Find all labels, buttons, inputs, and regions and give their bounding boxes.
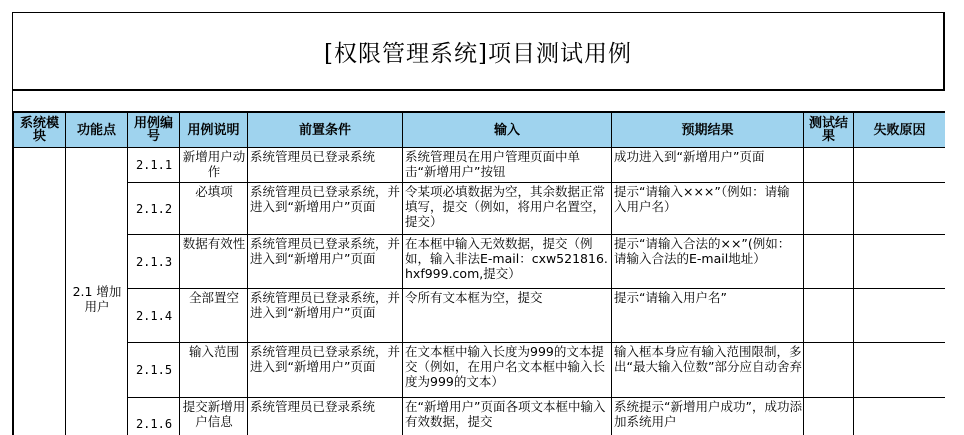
header-result[interactable]: 测试结果 xyxy=(804,113,854,148)
case-id-cell[interactable]: 2.1.4 xyxy=(128,289,180,343)
description-cell[interactable]: 全部置空 xyxy=(180,289,248,343)
header-precondition[interactable]: 前置条件 xyxy=(248,113,403,148)
failure-reason-cell[interactable] xyxy=(854,398,946,435)
header-module[interactable]: 系统模块 xyxy=(14,113,66,148)
table-row xyxy=(14,289,946,343)
feature-cell[interactable]: 2.1 增加用户 xyxy=(66,148,128,435)
input-cell[interactable]: 令某项必填数据为空，其余数据正常填写，提交（例如，将用户名置空，提交） xyxy=(403,183,612,235)
table-row xyxy=(14,235,946,289)
description-cell[interactable]: 数据有效性 xyxy=(180,235,248,289)
expected-cell[interactable]: 提示“请输入×××”（例如：请输入用户名） xyxy=(612,183,804,235)
expected-cell[interactable]: 提示“请输入用户名” xyxy=(612,289,804,343)
result-cell[interactable] xyxy=(804,289,854,343)
case-id-cell[interactable]: 2.1.3 xyxy=(128,235,180,289)
result-cell[interactable] xyxy=(804,235,854,289)
case-id-cell[interactable]: 2.1.6 xyxy=(128,398,180,435)
input-cell[interactable]: 系统管理员在用户管理页面中单击“新增用户”按钮 xyxy=(403,148,612,183)
expected-cell[interactable]: 提示“请输入合法的××”(例如：请输入合法的E-mail地址） xyxy=(612,235,804,289)
test-case-table xyxy=(13,112,945,435)
module-cell[interactable] xyxy=(14,148,66,435)
precondition-cell[interactable]: 系统管理员已登录系统，并进入到“新增用户”页面 xyxy=(248,289,403,343)
precondition-cell[interactable]: 系统管理员已登录系统 xyxy=(248,398,403,435)
header-case-id[interactable]: 用例编号 xyxy=(128,113,180,148)
description-cell[interactable]: 提交新增用户信息 xyxy=(180,398,248,435)
precondition-cell[interactable]: 系统管理员已登录系统 xyxy=(248,148,403,183)
failure-reason-cell[interactable] xyxy=(854,183,946,235)
case-id-cell[interactable]: 2.1.5 xyxy=(128,343,180,398)
expected-cell[interactable]: 成功进入到“新增用户”页面 xyxy=(612,148,804,183)
failure-reason-cell[interactable] xyxy=(854,343,946,398)
header-failure-reason[interactable]: 失败原因 xyxy=(854,113,946,148)
input-cell[interactable]: 在“新增用户”页面各项文本框中输入有效数据，提交 xyxy=(403,398,612,435)
header-input[interactable]: 输入 xyxy=(403,113,612,148)
table-row xyxy=(14,343,946,398)
failure-reason-cell[interactable] xyxy=(854,148,946,183)
header-description[interactable]: 用例说明 xyxy=(180,113,248,148)
title-cell[interactable] xyxy=(13,13,945,91)
result-cell[interactable] xyxy=(804,148,854,183)
table-row xyxy=(14,148,946,183)
header-row xyxy=(14,113,946,148)
failure-reason-cell[interactable] xyxy=(854,235,946,289)
failure-reason-cell[interactable] xyxy=(854,289,946,343)
precondition-cell[interactable]: 系统管理员已登录系统，并进入到“新增用户”页面 xyxy=(248,343,403,398)
result-cell[interactable] xyxy=(804,398,854,435)
input-cell[interactable]: 在文本框中输入长度为999的文本提交（例如，在用户名文本框中输入长度为999的文本） xyxy=(403,343,612,398)
result-cell[interactable] xyxy=(804,343,854,398)
case-id-cell[interactable]: 2.1.1 xyxy=(128,148,180,183)
header-feature[interactable]: 功能点 xyxy=(66,113,128,148)
header-expected[interactable]: 预期结果 xyxy=(612,113,804,148)
table-row xyxy=(14,398,946,435)
precondition-cell[interactable]: 系统管理员已登录系统，并进入到“新增用户”页面 xyxy=(248,235,403,289)
expected-cell[interactable]: 系统提示“新增用户成功”，成功添加系统用户 xyxy=(612,398,804,435)
sheet-title: [权限管理系统]项目测试用例 xyxy=(324,35,632,68)
description-cell[interactable]: 必填项 xyxy=(180,183,248,235)
case-id-cell[interactable]: 2.1.2 xyxy=(128,183,180,235)
description-cell[interactable]: 新增用户动作 xyxy=(180,148,248,183)
result-cell[interactable] xyxy=(804,183,854,235)
spreadsheet xyxy=(12,12,945,435)
input-cell[interactable]: 令所有文本框为空，提交 xyxy=(403,289,612,343)
table-row xyxy=(14,183,946,235)
input-cell[interactable]: 在本框中输入无效数据，提交（例如，输入非法E-mail：cxw521816.hxf999.com,提交） xyxy=(403,235,612,289)
precondition-cell[interactable]: 系统管理员已登录系统，并进入到“新增用户”页面 xyxy=(248,183,403,235)
spacer-row xyxy=(13,91,945,112)
description-cell[interactable]: 输入范围 xyxy=(180,343,248,398)
expected-cell[interactable]: 输入框本身应有输入范围限制，多出“最大输入位数”部分应自动舍弃 xyxy=(612,343,804,398)
